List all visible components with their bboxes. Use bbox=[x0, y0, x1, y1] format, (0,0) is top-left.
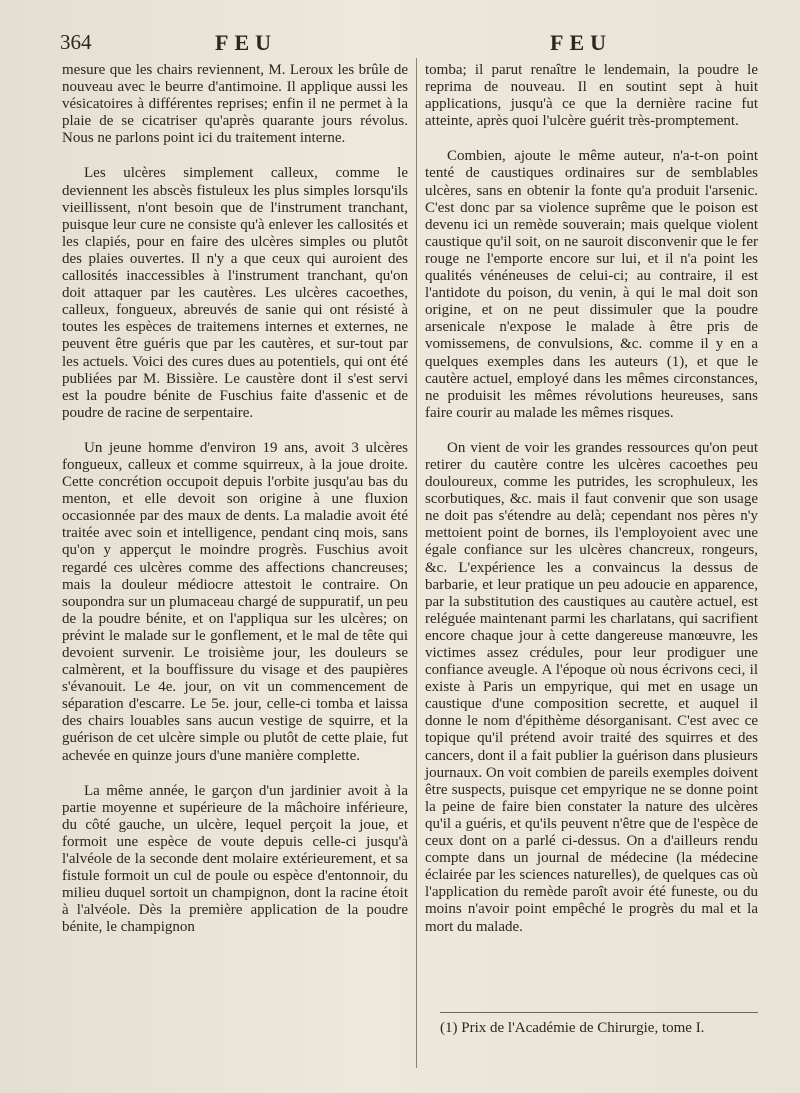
paragraph: mesure que les chairs reviennent, M. Leroux les brûle de nouveau avec le beurre d'antimoine. Il applique aussi les vésicatoires à différentes reprises; enfin il ne permet à la plaie de se cicatriser qu'après quarante jours révolus. Nous ne parlons point ici du traitement interne. bbox=[62, 62, 408, 147]
paragraph: Un jeune homme d'environ 19 ans, avoit 3 ulcères fongueux, calleux et comme squirreux, à la joue droite. Cette concrétion occupoit depuis l'orbite jusqu'au bas du menton, et elle devoit son origine à une fluxion occasionnée par des maux de dents. La maladie avoit été traitée avec soin et intelligence, pendant cinq mois, sans qu'on y apperçut le moindre progrès. Fuschius avoit regardé ces ulcères comme des affections chancreuses; mais la douleur médiocre attestoit le contraire. On soupondra sur un plumaceau chargé de suppuratif, un peu de la poudre bénite, et on l'appliqua sur les ulcères; on prévint le malade sur le gonflement, et le mal de tête qui devoient survenir. Le troisième jour, les douleurs se calmèrent, et la bouffissure du visage et des paupières s'évanouit. Le 4e. jour, on vit un commencement de séparation d'escarre. Le 5e. jour, celle-ci tomba et laissa des chairs louables sans aucun vestige de squirre, et la guérison de cet ulcère simple ou plutôt de cette plaie, fut achevée en quinze jours d'une manière complette. bbox=[62, 439, 408, 764]
paragraph: On vient de voir les grandes ressources qu'on peut retirer du cautère contre les ulcères cacoethes peu douloureux, comme les putrides, les scrophuleux, les scorbutiques, &c. mais il faut convenir que son usage ne doit pas s'étendre au delà; cependant nos pères n'y mettoient point de bornes, ils l'employoient avec une égale confiance sur les ulcères chancreux, rongeurs, &c. L'expérience les a convaincus la dessus de barbarie, et leur pratique un peu adoucie en apparence, par la substitution des caustiques au cautère actuel, est reléguée maintenant parmi les charlatans, qui sacrifient encore chaque jour à cette dangereuse manœuvre, les victimes assez crédules, pour leur prodiguer une confiance aveugle. A l'époque où nous écrivons ceci, il existe à Paris un empyrique, qui met en usage un caustique d'une composition secrette, et auquel il donne le nom d'épithème désorganisant. C'est avec ce topique qu'il prétend avoir traité des squirres et des cancers, dont il a fait publier la guérison dans plusieurs journaux. On voit combien de pareils exemples doivent être suspects, puisque cet empyrique ne se donne point la peine de faire bien constater la nature des ulcères qu'il a guéris, et qu'ils peuvent n'être que de l'espèce de ceux dont on a parlé ci-dessus. On a d'ailleurs rendu compte dans un journal de médecine (la médecine éclairée par les sciences naturelles), de quelques cas où l'application du remède paroît avoir été funeste, ou du moins n'avoir point empêché le progrès du mal et la mort du malade. bbox=[425, 439, 758, 935]
paragraph: Combien, ajoute le même auteur, n'a-t-on point tenté de caustiques ordinaires sur de semblables ulcères, sans en obtenir la fonte qu'a produit l'arsenic. C'est donc par sa violence suprême que le poison est devenu ici un remède souverain; mais quelque violent caustique qu'il soit, on ne sauroit disconvenir que le fer rouge ne l'emporte encore sur lui, et il n'a point les qualités vénéneuses de celui-ci; au contraire, il est l'antidote du poison, du venin, à qui le mal doit son origine, et on ne peut dissimuler que la poudre arsenicale n'expose le malade à être pris de vomissemens, de convulsions, &c. comme il y en a quelques exemples dans les auteurs (1), et que le cautère actuel, employé dans les mêmes circonstances, ne produisit les mêmes révolutions heureuses, sans faire courir au malade les mêmes risques. bbox=[425, 148, 758, 421]
right-column bbox=[425, 62, 758, 954]
paragraph: tomba; il parut renaître le lendemain, la poudre le reprima de nouveau. Il en soutint sept à huit applications, jusqu'à ce que la dernière racine fut atteinte, après quoi l'ulcère guérit très-promptement. bbox=[425, 62, 758, 130]
left-column bbox=[62, 62, 408, 955]
running-head-left: FEU bbox=[215, 30, 277, 55]
running-head-right: FEU bbox=[550, 30, 612, 55]
footnote: (1) Prix de l'Académie de Chirurgie, tome I. bbox=[440, 1020, 705, 1036]
column-divider bbox=[416, 58, 417, 1068]
paragraph: Les ulcères simplement calleux, comme le deviennent les abscès fistuleux les plus simples lorsqu'ils vieillissent, n'ont besoin que de l'instrument tranchant, puisque leur cure ne consiste qu'à enlever les callosités et les clapiés, pour en faire des ulcères simples ou plutôt des plaies ouvertes. Il n'y a que ceux qui auroient des callosités inaccessibles à l'instrument tranchant, qu'on doit attaquer par les cautères. Les ulcères cacoethes, calleux, fongueux, abreuvés de sanie qui ont résisté à toutes les espèces de traitemens internes et externes, ne peuvent être guéris que par les cautères, et sur-tout par les actuels. Voici des cures dues au potentiels, qui ont été publiées par M. Bissière. Le caustère dont il s'est servi est la poudre bénite de Fuschius faite d'assenic et de poudre de racine de serpentaire. bbox=[62, 165, 408, 421]
footnote-rule bbox=[440, 1012, 758, 1013]
paragraph: La même année, le garçon d'un jardinier avoit à la partie moyenne et supérieure de la mâchoire inférieure, du côté gauche, un ulcère, lequel perçoit la joue, et formoit une espèce de voute depuis celle-ci jusqu'à l'alvéole de la seconde dent molaire extérieurement, et sa fistule formoit un cul de poule ou espèce d'entonnoir, du milieu duquel sortoit un champignon, dont la racine étoit à l'alvéole. Dès la première application de la poudre bénite, le champignon bbox=[62, 782, 408, 936]
page-header bbox=[60, 30, 768, 60]
page-number: 364 bbox=[60, 30, 92, 54]
